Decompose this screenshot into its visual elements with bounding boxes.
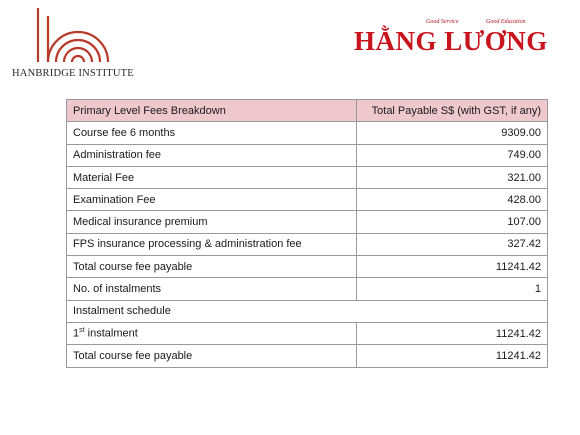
row-label: Administration fee — [67, 144, 357, 166]
instalment-number: 1 — [73, 327, 80, 340]
hanbridge-arch-icon — [30, 6, 120, 64]
row-label: Material Fee — [67, 166, 357, 188]
table-row — [67, 322, 548, 344]
row-value: 749.00 — [357, 144, 548, 166]
hang-luong-logo — [354, 18, 574, 60]
header-breakdown: Primary Level Fees Breakdown — [67, 100, 357, 122]
fees-table — [66, 99, 548, 368]
table-row — [67, 278, 548, 300]
row-value: 11241.42 — [357, 256, 548, 278]
row-label: Total course fee payable — [67, 345, 357, 367]
table-row — [67, 189, 548, 211]
row-value: 321.00 — [357, 166, 548, 188]
instalment-text: instalment — [84, 327, 138, 340]
row-label: Medical insurance premium — [67, 211, 357, 233]
row-value: 11241.42 — [357, 345, 548, 367]
instalment-label — [67, 322, 357, 344]
row-value: 11241.42 — [357, 322, 548, 344]
hang-luong-brand: HẰNG LƯƠNG — [354, 26, 548, 56]
row-value: 107.00 — [357, 211, 548, 233]
table-row — [67, 166, 548, 188]
row-value: 1 — [357, 278, 548, 300]
instalment-ordinal: st — [79, 327, 85, 335]
table-header-row — [67, 100, 548, 122]
row-label: Examination Fee — [67, 189, 357, 211]
tagline-good-education: Good Education — [486, 19, 526, 25]
table-row — [67, 211, 548, 233]
table-row — [67, 122, 548, 144]
tagline-good-service: Good Service — [426, 19, 459, 25]
schedule-title: Instalment schedule — [67, 300, 548, 322]
hanbridge-logo — [12, 6, 142, 78]
row-value: 428.00 — [357, 189, 548, 211]
table-row — [67, 345, 548, 367]
row-label: Course fee 6 months — [67, 122, 357, 144]
row-label: No. of instalments — [67, 278, 357, 300]
table-row — [67, 233, 548, 255]
row-value: 9309.00 — [357, 122, 548, 144]
hanbridge-name: HANBRIDGE INSTITUTE — [12, 68, 134, 79]
header-total-payable: Total Payable S$ (with GST, if any) — [357, 100, 548, 122]
row-value: 327.42 — [357, 233, 548, 255]
table-row — [67, 144, 548, 166]
table-row-schedule — [67, 300, 548, 322]
table-row — [67, 256, 548, 278]
row-label: Total course fee payable — [67, 256, 357, 278]
row-label: FPS insurance processing & administration fee — [67, 233, 357, 255]
